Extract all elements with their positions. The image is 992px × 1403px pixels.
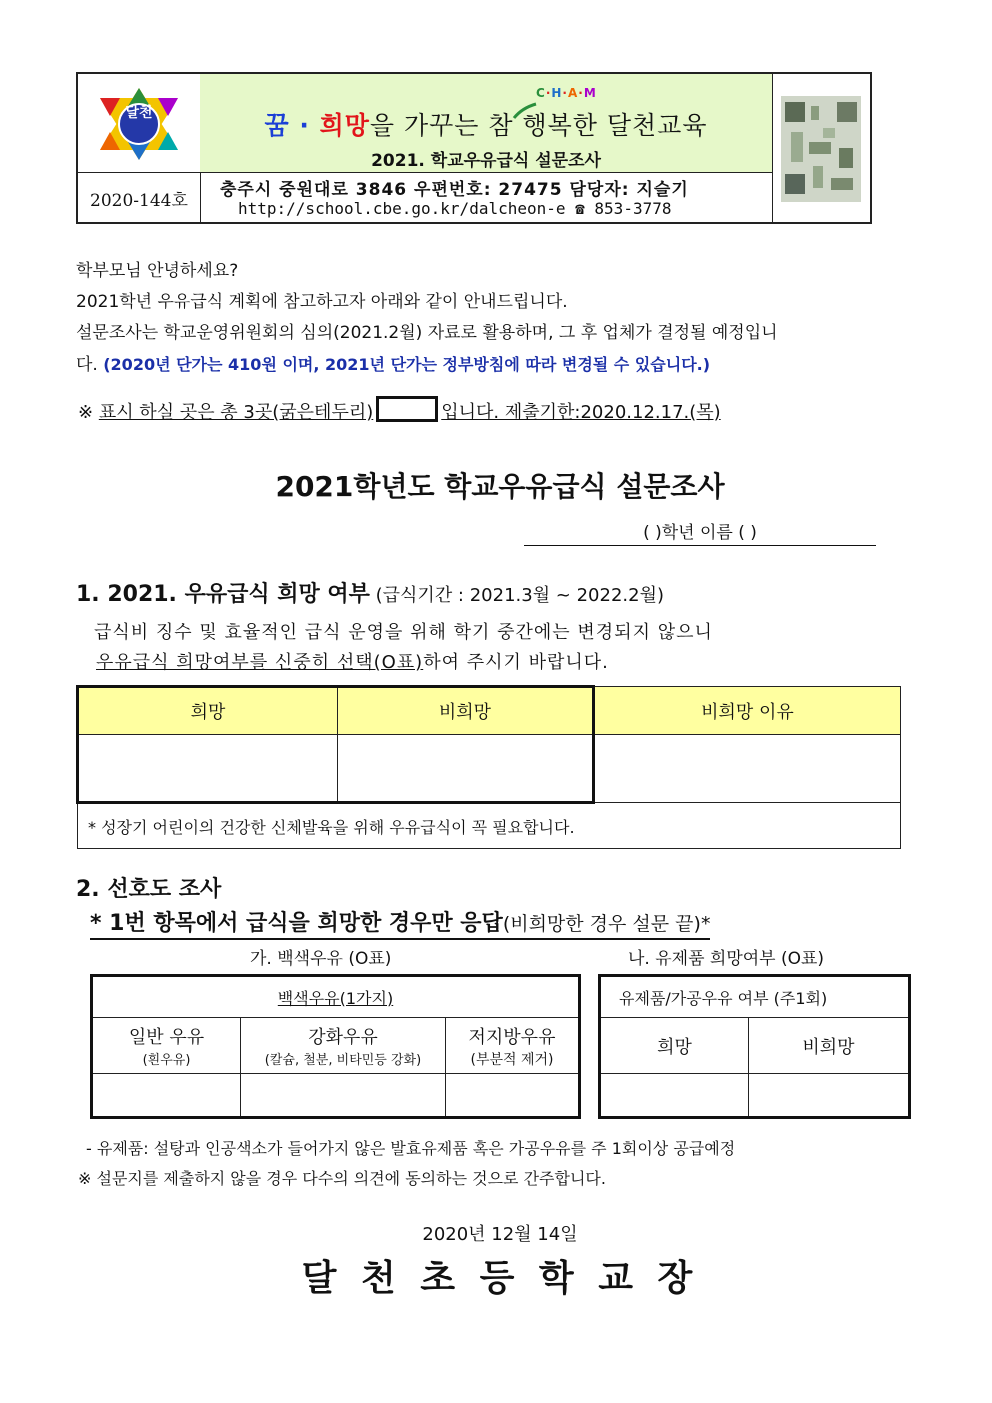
document-number: 2020-144호 (78, 172, 201, 224)
health-footnote: * 성장기 어린이의 건강한 신체발육을 위해 우유급식이 꼭 필요합니다. (78, 803, 901, 849)
cham-mark: C·H·A·M (536, 86, 597, 100)
white-milk-table (90, 974, 581, 1119)
dairy-table (598, 974, 911, 1119)
milk-hope-table (76, 685, 901, 849)
qr-code-icon (781, 96, 861, 202)
principal-signature: 달 천 초 등 학 교 장 (301, 1258, 699, 1299)
nohope-answer-cell[interactable] (338, 735, 594, 803)
document-header (76, 72, 872, 224)
white-milk-header: 백색우유(1가지) (92, 976, 580, 1018)
qr-code (772, 74, 871, 224)
price-note: (2020년 단가는 410원 이며, 2021년 단가는 정부방침에 따라 변경될 수 있습니다.) (103, 355, 711, 374)
intro-text: 학부모님 안녕하세요? 2021학년 우유급식 계획에 참고하고자 아래와 같이 안내드립니다. 설문조사는 학교운영위원회의 심의(2021.2월) 자료로 활용하며, 그 후 업체가 결정될 예정입니 다. (2020년 단가는 410원 이며, 2021년 단가는 정부방침에 따라 변경될 수 있습니다.) (76, 261, 778, 375)
hope-answer-cell[interactable] (78, 735, 338, 803)
dairy-hope-answer[interactable] (600, 1074, 749, 1118)
marking-notice: ※ 표시 하실 곳은 총 3곳(굵은테두리) 입니다. 제출기한:2020.12.17.(목) (78, 396, 721, 424)
logo-text: 달천 (125, 105, 153, 121)
header-subtitle: 2021. 학교우유급식 설문조사 (371, 151, 601, 171)
submission-note: ※ 설문지를 제출하지 않을 경우 다수의 의견에 동의하는 것으로 간주합니다. (78, 1169, 606, 1188)
nohope-reason-cell[interactable] (594, 735, 901, 803)
section1-heading: 1. 2021. 우유급식 희망 여부 (급식기간 : 2021.3월 ~ 2022.2월) (76, 582, 664, 607)
fortified-milk-answer[interactable] (241, 1074, 446, 1118)
document-date: 2020년 12월 14일 (422, 1224, 578, 1245)
section1-desc2: 우유급식 희망여부를 신중히 선택(O표)하여 주시기 바랍니다. (96, 652, 609, 673)
dairy-header: 유제품/가공우유 여부 (주1회) (600, 976, 910, 1018)
survey-title: 2021학년도 학교우유급식 설문조사 (275, 470, 725, 503)
school-logo (78, 74, 201, 173)
regular-milk-answer[interactable] (92, 1074, 241, 1118)
nohope-reason-header: 비희망 이유 (594, 687, 901, 735)
regular-milk-col: 일반 우유 (흰우유) (92, 1018, 241, 1074)
dairy-hope-col: 희망 (600, 1018, 749, 1074)
section2-instruction: * 1번 항목에서 급식을 희망한 경우만 응답(비희망한 경우 설문 끝)* (90, 906, 710, 940)
label-dairy: 나. 유제품 희망여부 (O표) (628, 949, 825, 969)
dairy-nohope-answer[interactable] (749, 1074, 910, 1118)
lowfat-milk-answer[interactable] (446, 1074, 580, 1118)
school-address: 충주시 중원대로 3846 우편번호: 27475 담당자: 지슬기 http://school.cbe.go.kr/dalcheon-e ☎ 853-3778 (220, 180, 689, 218)
bold-border-sample (376, 396, 438, 422)
school-slogan: 꿈 · 희망을 가꾸는 참 행복한 달천교육 (264, 111, 708, 140)
dairy-note: - 유제품: 설탕과 인공색소가 들어가지 않은 발효유제품 혹은 가공우유를 주 1회이상 공급예정 (86, 1139, 736, 1158)
lowfat-milk-col: 저지방우유 (부분적 제거) (446, 1018, 580, 1074)
student-info-line: ( )학년 이름 ( ) (524, 518, 876, 546)
header-title-cell (200, 74, 772, 173)
star-logo-icon (96, 86, 182, 162)
nohope-header: 비희망 (338, 687, 594, 735)
fortified-milk-col: 강화우유 (칼슘, 철분, 비타민등 강화) (241, 1018, 446, 1074)
hope-header: 희망 (78, 687, 338, 735)
dairy-nohope-col: 비희망 (749, 1018, 910, 1074)
label-white-milk: 가. 백색우유 (O표) (250, 949, 392, 969)
section1-desc1: 급식비 징수 및 효율적인 급식 운영을 위해 학기 중간에는 변경되지 않으니 (94, 622, 713, 643)
section2-heading: 2. 선호도 조사 (76, 877, 222, 902)
